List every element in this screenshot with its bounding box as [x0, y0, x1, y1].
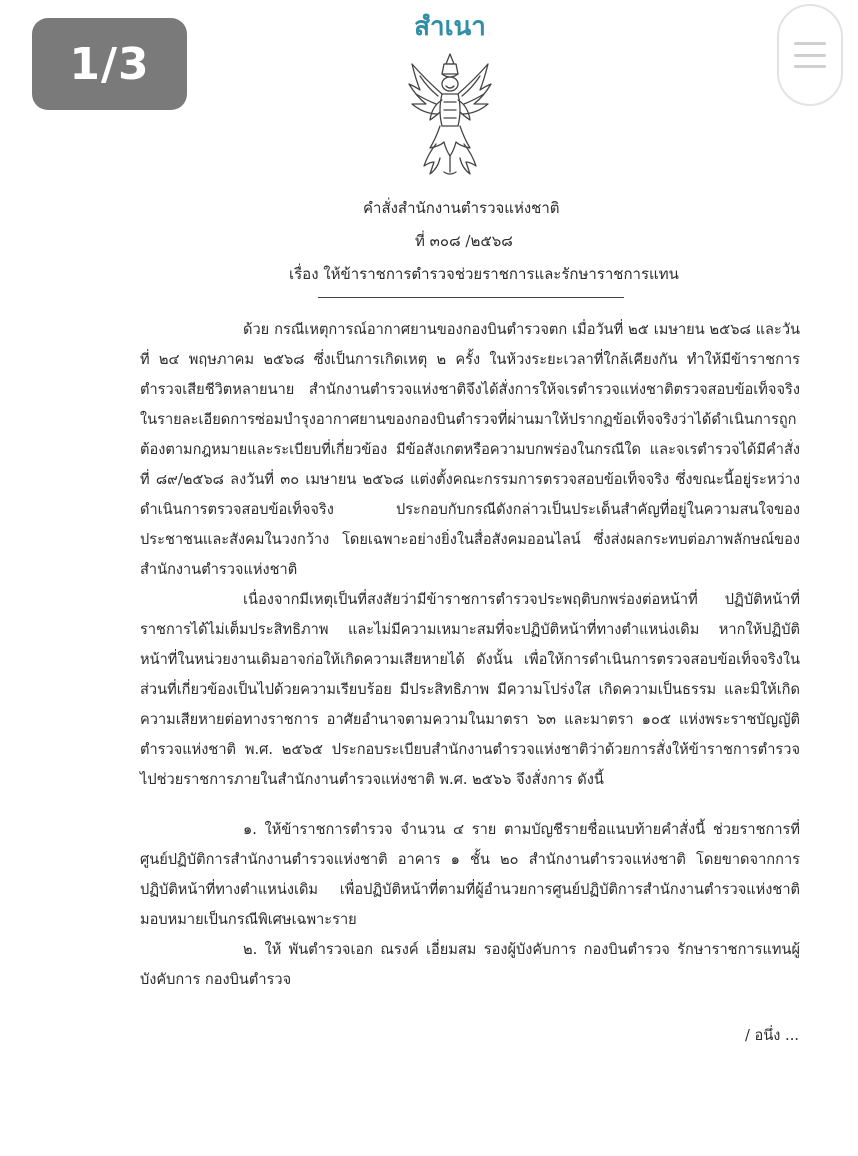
page-counter [32, 18, 187, 110]
page-counter-label: 1/3 [69, 38, 150, 90]
menu-button[interactable] [777, 4, 843, 106]
header-divider [318, 297, 624, 298]
paragraph-background: ด้วย กรณีเหตุการณ์อากาศยานของกองบินตำรวจตก เมื่อวันที่ ๒๕ เมษายน ๒๕๖๘ และวันที่ ๒๔ พฤษภาคม ๒๕๖๘ ซึ่งเป็นการเกิดเหตุ ๒ ครั้ง ในห้วงระยะเวลาที่ใกล้เคียงกัน ทำให้มีข้าราชการตำรวจเสียชีวิตหลายนาย สำนักงานตำรวจแห่งชาติจึงได้สั่งการให้จเรตำรวจแห่งชาติตรวจสอบข้อเท็จจริงในรายละเอียดการซ่อมบำรุงอากาศยานของกองบินตำรวจที่ผ่านมาให้ปรากฏข้อเท็จจริงว่าได้ดำเนินการถูกต้องตามกฎหมายและระเบียบที่เกี่ยวข้อง มีข้อสังเกตหรือความบกพร่องในกรณีใด และจเรตำรวจได้มีคำสั่ง ที่ ๘๙/๒๕๖๘ ลงวันที่ ๓๐ เมษายน ๒๕๖๘ แต่งตั้งคณะกรรมการตรวจสอบข้อเท็จจริง ซึ่งขณะนี้อยู่ระหว่างดำเนินการตรวจสอบข้อเท็จจริง ประกอบกับกรณีดังกล่าวเป็นประเด็นสำคัญที่อยู่ในความสนใจของประชาชนและสังคมในวงกว้าง โดยเฉพาะอย่างยิ่งในสื่อสังคมออนไลน์ ซึ่งส่งผลกระทบต่อภาพลักษณ์ของสำนักงานตำรวจแห่งชาติ [140, 321, 800, 578]
order-subject: เรื่อง ให้ข้าราชการตำรวจช่วยราชการและรักษาราชการแทน [289, 265, 679, 283]
order-body [140, 315, 800, 995]
copy-stamp: สำเนา [414, 12, 486, 42]
continuation-marker: / อนึ่ง ... [745, 1027, 799, 1044]
garuda-emblem-icon [406, 50, 494, 178]
paragraph-reason: เนื่องจากมีเหตุเป็นที่สงสัยว่ามีข้าราชการตำรวจประพฤติบกพร่องต่อหน้าที่ ปฏิบัติหน้าที่ราชการได้ไม่เต็มประสิทธิภาพ และไม่มีความเหมาะสมที่จะปฏิบัติหน้าที่ทางตำแหน่งเดิม หากให้ปฏิบัติหน้าที่ในหน่วยงานเดิมอาจก่อให้เกิดความเสียหายได้ ดังนั้น เพื่อให้การดำเนินการตรวจสอบข้อเท็จจริงในส่วนที่เกี่ยวข้องเป็นไปด้วยความเรียบร้อย มีประสิทธิภาพ มีความโปร่งใส เกิดความเป็นธรรม และมิให้เกิดความเสียหายต่อทางราชการ อาศัยอำนาจตามความในมาตรา ๖๓ และมาตรา ๑๐๕ แห่งพระราชบัญญัติตำรวจแห่งชาติ พ.ศ. ๒๕๖๕ ประกอบระเบียบสำนักงานตำรวจแห่งชาติว่าด้วยการสั่งให้ข้าราชการตำรวจไปช่วยราชการภายในสำนักงานตำรวจแห่งชาติ พ.ศ. ๒๕๖๖ จึงสั่งการ ดังนี้ [140, 591, 800, 788]
paragraph-order-2: ๒. ให้ พันตำรวจเอก ณรงค์ เอี่ยมสม รองผู้บังคับการ กองบินตำรวจ รักษาราชการแทนผู้บังคับการ กองบินตำรวจ [140, 941, 800, 988]
paragraph-order-1: ๑. ให้ข้าราชการตำรวจ จำนวน ๔ ราย ตามบัญชีรายชื่อแนบท้ายคำสั่งนี้ ช่วยราชการที่ศูนย์ปฏิบัติการสำนักงานตำรวจแห่งชาติ อาคาร ๑ ชั้น ๒๐ สำนักงานตำรวจแห่งชาติ โดยขาดจากการปฏิบัติหน้าที่ทางตำแหน่งเดิม เพื่อปฏิบัติหน้าที่ตามที่ผู้อำนวยการศูนย์ปฏิบัติการสำนักงานตำรวจแห่งชาติ มอบหมายเป็นกรณีพิเศษเฉพาะราย [140, 821, 800, 928]
order-number: ที่ ๓๐๘ /๒๕๖๘ [415, 232, 513, 250]
order-title: คำสั่งสำนักงานตำรวจแห่งชาติ [363, 199, 560, 217]
hamburger-menu-icon[interactable] [794, 42, 826, 68]
